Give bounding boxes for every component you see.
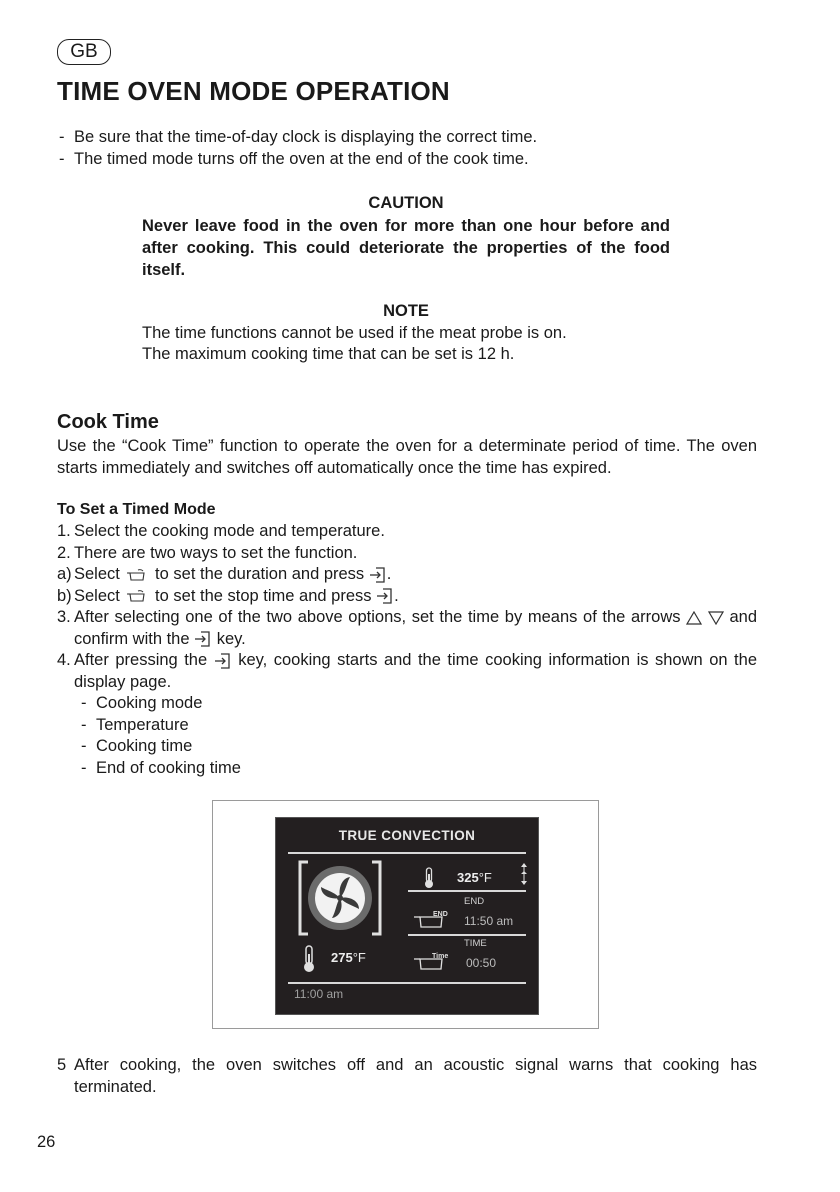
page-number: 26	[37, 1133, 56, 1151]
cook-duration-value: 00:50	[466, 956, 497, 970]
convection-fan-icon	[294, 858, 386, 938]
temp-divider	[408, 890, 526, 892]
arrow-up-icon	[686, 611, 702, 625]
info-item-list	[57, 693, 757, 779]
step-3: 3. After selecting one of the two above options, set the time by means of the arrows and confirm with the key.	[57, 608, 758, 648]
time-label: TIME	[464, 938, 487, 949]
language-badge: GB	[57, 39, 111, 65]
end-time-pot-icon	[124, 589, 150, 603]
caution-heading: CAUTION	[368, 194, 444, 212]
set-temperature-thermometer-icon	[423, 867, 435, 889]
current-temperature: 275°F	[331, 950, 366, 965]
caution-text: Never leave food in the oven for more than one hour before and after cooking. This could deteriorate the properties of the food itself.	[142, 217, 670, 279]
step-a: a) Select to set the duration and press .	[57, 565, 392, 583]
cook-time-heading: Cook Time	[57, 411, 159, 433]
oven-display-screen	[275, 817, 539, 1015]
intro-bullet: - Be sure that the time-of-day clock is displaying the correct time.	[59, 126, 537, 148]
info-item: - Temperature	[57, 715, 757, 737]
display-figure	[212, 800, 599, 1029]
arrow-down-icon	[708, 611, 724, 625]
step-1: 1. Select the cooking mode and temperature.	[57, 522, 385, 540]
title-divider	[288, 852, 526, 854]
enter-key-icon	[194, 630, 212, 648]
cooking-mode-title: TRUE CONVECTION	[338, 828, 476, 843]
step-2: 2. There are two ways to set the function.	[57, 543, 358, 562]
page-title: TIME OVEN MODE OPERATION	[57, 76, 450, 106]
intro-bullet-list	[59, 126, 537, 170]
step-b: b) Select to set the stop time and press .	[57, 586, 399, 605]
end-divider	[408, 934, 526, 936]
set-temperature: 325°F	[457, 870, 492, 885]
intro-bullet: - The timed mode turns off the oven at the end of the cook time.	[59, 148, 537, 170]
note-heading: NOTE	[383, 302, 429, 320]
enter-key-icon	[376, 587, 394, 605]
enter-key-icon	[369, 566, 387, 584]
note-line: The maximum cooking time that can be set is 12 h.	[142, 345, 515, 363]
info-item: - End of cooking time	[57, 758, 757, 780]
cook-time-pot-icon	[124, 568, 150, 582]
procedure-heading: To Set a Timed Mode	[57, 501, 216, 518]
enter-key-icon	[214, 652, 232, 670]
adjust-arrows-icon[interactable]	[519, 862, 529, 886]
bottom-divider	[288, 982, 526, 984]
thermometer-icon	[302, 945, 316, 973]
end-icon-text: END	[433, 911, 448, 918]
time-icon-text: Time	[432, 953, 449, 960]
step-5: 5 After cooking, the oven switches off and an acoustic signal warns that cooking has terminated.	[57, 1056, 757, 1096]
info-item: - Cooking mode	[57, 693, 757, 715]
procedure-steps	[57, 521, 757, 779]
info-item: - Cooking time	[57, 736, 757, 758]
current-clock: 11:00 am	[294, 987, 344, 1001]
end-time-value: 11:50 am	[464, 914, 514, 928]
note-text	[142, 323, 670, 365]
step-4: 4. After pressing the key, cooking starts and the time cooking information is shown on the display page.	[57, 651, 757, 691]
end-label: END	[464, 896, 485, 907]
note-line: The time functions cannot be used if the meat probe is on.	[142, 324, 567, 342]
cook-time-description: Use the “Cook Time” function to operate the oven for a determinate period of time. The oven starts immediately and switches off automatically once the time has expired.	[57, 437, 757, 477]
